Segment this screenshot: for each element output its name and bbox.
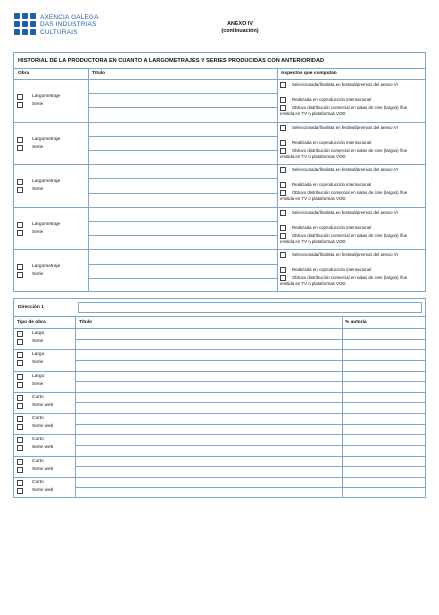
col-work-header: Obra xyxy=(18,71,30,76)
annex-heading xyxy=(200,21,280,35)
largometraje-checkbox[interactable] xyxy=(17,179,23,185)
largometraje-label: Largometraje xyxy=(32,221,61,227)
coproduction-checkbox[interactable] xyxy=(280,225,286,231)
largometraje-label: Largometraje xyxy=(32,136,61,142)
coproduction-label: Realizada en coproducción internacional xyxy=(292,267,372,273)
direction-label: Dirección 1 xyxy=(18,305,44,310)
serie-checkbox[interactable] xyxy=(17,382,23,388)
festival-checkbox[interactable] xyxy=(280,125,286,131)
corto-label: Corto xyxy=(32,437,44,443)
title-line xyxy=(75,487,426,488)
serie-label: Serie xyxy=(32,339,44,344)
agency-name: AXENCIA GALEGA DAS INDUSTRIAS CULTURAIS xyxy=(40,14,99,36)
row-divider xyxy=(13,371,426,372)
largometraje-label: Largometraje xyxy=(32,264,61,270)
serie-checkbox[interactable] xyxy=(17,360,23,366)
annex-title: ANEXO IV xyxy=(227,21,253,27)
largometraje-label: Largometraje xyxy=(32,179,61,185)
serie-label: Serie xyxy=(32,102,44,107)
annex-subtitle: (continuación) xyxy=(221,28,259,34)
title-line xyxy=(88,193,277,194)
title-line xyxy=(88,264,277,265)
coproduction-checkbox[interactable] xyxy=(280,140,286,146)
row-divider xyxy=(13,413,426,414)
largometraje-checkbox[interactable] xyxy=(17,137,23,143)
title-line xyxy=(75,424,426,425)
serie-web-label: Serie web xyxy=(32,487,54,493)
festival-checkbox[interactable] xyxy=(280,82,286,88)
largometraje-checkbox[interactable] xyxy=(17,94,23,100)
serie-label: Serie xyxy=(32,360,44,366)
serie-web-label: Serie web xyxy=(32,402,54,408)
director-name-field[interactable] xyxy=(78,302,422,313)
corto-checkbox[interactable] xyxy=(17,437,23,443)
largo-checkbox[interactable] xyxy=(17,352,23,358)
row-divider xyxy=(13,207,426,208)
corto-checkbox[interactable] xyxy=(17,459,23,465)
largo-label: Largo xyxy=(32,373,45,379)
serie-checkbox[interactable] xyxy=(17,187,23,193)
row-divider xyxy=(13,392,426,393)
serie-web-checkbox[interactable] xyxy=(17,467,23,473)
corto-label: Corto xyxy=(32,394,44,400)
largo-label: Largo xyxy=(32,352,45,358)
distribution-label: Obtuvo distribución comercial en salas de cine (largos) /fue emitida en TV o plataformas VOD xyxy=(280,275,408,287)
serie-web-label: Serie web xyxy=(32,466,54,472)
corto-label: Corto xyxy=(32,479,44,485)
title-line xyxy=(88,93,277,94)
row-divider xyxy=(13,249,426,250)
largometraje-label: Largometraje xyxy=(32,94,61,99)
title-line xyxy=(88,107,277,108)
coproduction-checkbox[interactable] xyxy=(280,97,286,103)
coproduction-label: Realizada en coproducción internacional xyxy=(292,97,372,102)
title-line xyxy=(88,136,277,137)
distribution-label: Obtuvo distribución comercial en salas de cine (largos) /fue emitida en TV o plataformas VOD xyxy=(280,190,408,202)
title-line xyxy=(88,235,277,236)
agency-logo-icon xyxy=(14,13,36,37)
coproduction-label: Realizada en coproducción internacional xyxy=(292,224,372,230)
festival-label: Seleccionada/finalista en festival/premios del anexo VI xyxy=(292,209,398,215)
serie-label: Serie xyxy=(32,187,44,193)
festival-label: Seleccionada/finalista en festival/premios del anexo VI xyxy=(292,82,398,87)
festival-label: Seleccionada/finalista en festival/premios del anexo VI xyxy=(292,167,398,173)
col-title-header: Título xyxy=(92,71,106,76)
coproduction-checkbox[interactable] xyxy=(280,182,286,188)
festival-label: Seleccionada/finalista en festival/premios del anexo VI xyxy=(292,252,398,258)
title-line xyxy=(88,221,277,222)
title-line xyxy=(75,339,426,340)
col-type-header: Tipo de obra xyxy=(17,320,46,325)
row-divider xyxy=(13,456,426,457)
page-header xyxy=(0,0,439,50)
serie-web-checkbox[interactable] xyxy=(17,424,23,430)
largometraje-checkbox[interactable] xyxy=(17,222,23,228)
serie-web-label: Serie web xyxy=(32,424,54,429)
title-line xyxy=(88,178,277,179)
corto-checkbox[interactable] xyxy=(17,416,23,422)
largo-checkbox[interactable] xyxy=(17,331,23,337)
serie-label: Serie xyxy=(32,229,44,235)
festival-checkbox[interactable] xyxy=(280,252,286,258)
row-divider xyxy=(13,164,426,165)
festival-checkbox[interactable] xyxy=(280,167,286,173)
row-divider xyxy=(13,477,426,478)
title-line xyxy=(75,445,426,446)
coproduction-checkbox[interactable] xyxy=(280,267,286,273)
serie-checkbox[interactable] xyxy=(17,272,23,278)
largometraje-checkbox[interactable] xyxy=(17,264,23,270)
festival-checkbox[interactable] xyxy=(280,210,286,216)
festival-label: Seleccionada/finalista en festival/premios del anexo VI xyxy=(292,124,398,130)
title-line xyxy=(75,402,426,403)
largo-checkbox[interactable] xyxy=(17,374,23,380)
corto-label: Corto xyxy=(32,416,44,421)
title-line xyxy=(88,150,277,151)
serie-checkbox[interactable] xyxy=(17,145,23,151)
history-title: HISTORIAL DE LA PRODUCTORA EN CUANTO A LARGOMETRAJES Y SERIES PRODUCIDAS CON ANTERIORIDAD xyxy=(18,58,325,64)
serie-checkbox[interactable] xyxy=(17,230,23,236)
serie-label: Serie xyxy=(32,272,44,278)
col-aspects-header: Aspectos que computan xyxy=(281,71,337,76)
title-line xyxy=(75,381,426,382)
title-line xyxy=(75,466,426,467)
coproduction-label: Realizada en coproducción internacional xyxy=(292,139,372,145)
serie-checkbox[interactable] xyxy=(17,102,23,108)
distribution-label: Obtuvo distribución comercial en salas de cine (largos) /fue emitida en TV o plataformas VOD xyxy=(280,232,408,244)
serie-web-checkbox[interactable] xyxy=(17,488,23,494)
col-title2-header: Título xyxy=(79,320,93,325)
title-line xyxy=(75,360,426,361)
row-divider xyxy=(13,434,426,435)
coproduction-label: Realizada en coproducción internacional xyxy=(292,182,372,188)
corto-checkbox[interactable] xyxy=(17,480,23,486)
serie-web-checkbox[interactable] xyxy=(17,445,23,451)
row-divider xyxy=(13,122,426,123)
corto-label: Corto xyxy=(32,458,44,464)
title-line xyxy=(88,278,277,279)
distribution-label: Obtuvo distribución comercial en salas de cine (largos) /fue emitida en TV o plataformas VOD xyxy=(280,147,408,159)
distribution-label: Obtuvo distribución comercial en salas de cine (largos) /fue emitida en TV o plataformas VOD xyxy=(280,105,408,116)
corto-checkbox[interactable] xyxy=(17,395,23,401)
col-share-header: % autoría xyxy=(345,320,367,325)
row-divider xyxy=(13,349,426,350)
largo-label: Largo xyxy=(32,331,45,336)
serie-web-checkbox[interactable] xyxy=(17,403,23,409)
serie-label: Serie xyxy=(32,144,44,150)
serie-checkbox[interactable] xyxy=(17,339,23,345)
serie-web-label: Serie web xyxy=(32,445,54,451)
serie-label: Serie xyxy=(32,381,44,387)
